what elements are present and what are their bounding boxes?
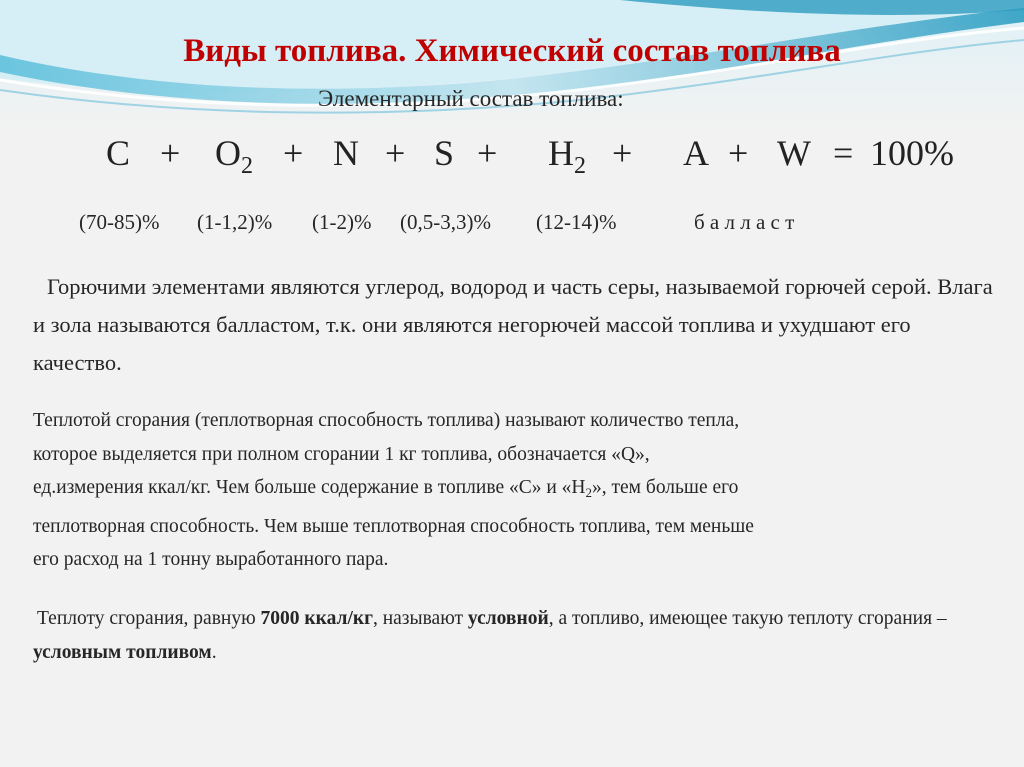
page-title: Виды топлива. Химический состав топлива [183, 33, 841, 69]
conventional-term: условной [467, 608, 549, 629]
formula-sulfur: S [434, 133, 455, 173]
formula-plus: + [728, 133, 749, 173]
formula-ash: A [683, 133, 709, 173]
pct-carbon: (70-85)% [79, 210, 160, 234]
composition-formula [0, 132, 1024, 184]
pct-oxygen: (1-1,2)% [197, 210, 273, 234]
pct-sulfur: (0,5-3,3)% [400, 210, 491, 234]
formula-carbon: C [106, 133, 131, 173]
heat-of-combustion-paragraph: Теплотой сгорания (теплотворная способность топлива) называют количество тепла, которое выделяется при полном сгорании 1 кг топлива, обозначается «Q», ед.измерения ккал/кг. Чем больше содержание в топливе «С» и «$Н_2$», тем больше его теплотворная способность. Чем выше теплотворная способность топлива, тем меньше его расход на 1 тонну выработанного пара. [33, 410, 754, 570]
formula-water: W [777, 133, 811, 173]
conventional-fuel-term: условным топливом [33, 641, 212, 663]
subtitle: Элементарный состав топлива: [318, 86, 624, 111]
combustible-elements-paragraph: Горючими элементами являются углерод, водород и часть серы, называемой горючей серой. Влага и зола называются балластом, т.к. они являются негорючей массой топлива и ухудшают его качество. [33, 274, 993, 375]
ballast-label: б а л л а с т [694, 210, 795, 234]
pct-hydrogen: (12-14)% [536, 210, 617, 234]
formula-plus: + [385, 133, 406, 173]
formula-equals: = [833, 133, 854, 173]
formula-hydrogen: $H_2$ [548, 133, 586, 179]
formula-plus: + [283, 133, 304, 173]
formula-plus: + [477, 133, 498, 173]
conventional-fuel-paragraph: Теплоту сгорания, равную 7000 ккал/кг, называют условной, а топливо, имеющее такую теплоту сгорания – условным топливом. [33, 608, 947, 663]
formula-oxygen: $O_2$ [215, 133, 253, 179]
formula-nitrogen: N [333, 133, 359, 173]
formula-plus: + [160, 133, 181, 173]
percentage-row [0, 210, 1024, 242]
conventional-heat-value: 7000 ккал/кг [260, 608, 373, 629]
pct-nitrogen: (1-2)% [312, 210, 372, 234]
formula-total: 100% [870, 133, 954, 173]
formula-plus: + [612, 133, 633, 173]
